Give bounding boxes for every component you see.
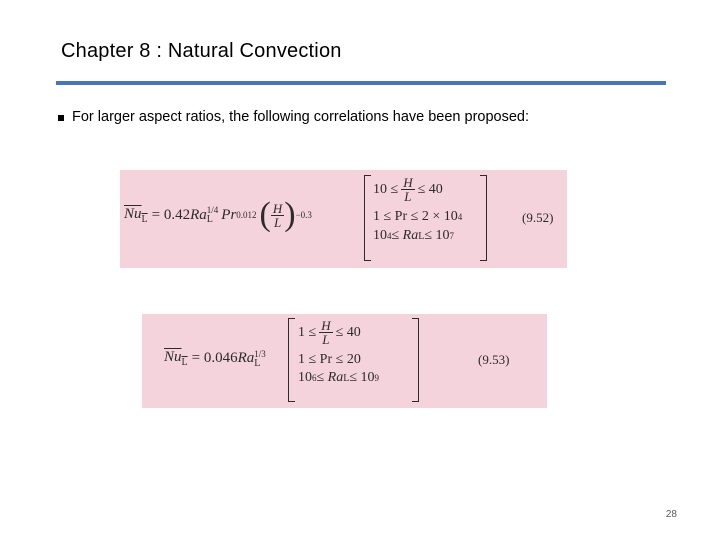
coefficient: = 0.046	[191, 350, 238, 366]
left-bracket	[288, 318, 295, 402]
condition-aspect-ratio: 1 ≤ $\frac{H}{L}$ ≤ 40	[298, 318, 361, 347]
coefficient: = 0.42	[151, 206, 191, 223]
left-bracket	[364, 175, 371, 261]
title-rule	[56, 81, 666, 85]
condition-rayleigh: 10 6 ≤ Ra L ≤ 10 9	[298, 370, 380, 385]
rayleigh-symbol: Ra	[190, 206, 207, 223]
rayleigh-exponent: 1/3 L	[254, 348, 266, 369]
page-number: 28	[665, 509, 677, 520]
left-paren: (	[259, 196, 271, 233]
nusselt-symbol: $Nu_L$	[164, 349, 188, 368]
condition-rayleigh: 10 4 ≤ Ra L ≤ 10 7	[373, 228, 455, 243]
equation-expression	[164, 349, 266, 368]
bullet-text: For larger aspect ratios, the following correlations have been proposed:	[72, 109, 530, 125]
square-bullet-icon	[58, 115, 64, 121]
bullet-line	[58, 109, 529, 125]
prandtl-symbol: Pr	[221, 206, 237, 223]
condition-prandtl: 1 ≤ Pr ≤ 20	[298, 352, 361, 367]
equation-number: (9.52)	[522, 210, 554, 225]
rayleigh-symbol: Ra	[237, 350, 255, 366]
slide-title: Chapter 8 : Natural Convection	[61, 40, 342, 62]
equation-expression	[124, 196, 312, 233]
condition-prandtl: 1 ≤ Pr ≤ 2 × 10 4	[373, 209, 463, 224]
rayleigh-exponent: 1/4 L	[206, 205, 219, 225]
equation-number: (9.53)	[478, 352, 510, 367]
equation-image-9-53	[142, 314, 547, 408]
condition-aspect-ratio: 10 ≤ $\frac{H}{L}$ ≤ 40	[373, 175, 443, 204]
aspect-ratio-fraction: $\frac{H}{L}$	[272, 200, 283, 230]
paren-exponent: −0.3	[295, 210, 312, 220]
equation-image-9-52	[120, 170, 567, 268]
nusselt-symbol: $Nu_L$	[124, 205, 148, 225]
right-bracket	[480, 175, 487, 261]
right-bracket	[412, 318, 419, 402]
right-paren: )	[284, 196, 296, 233]
prandtl-exponent: 0.012	[236, 210, 257, 220]
